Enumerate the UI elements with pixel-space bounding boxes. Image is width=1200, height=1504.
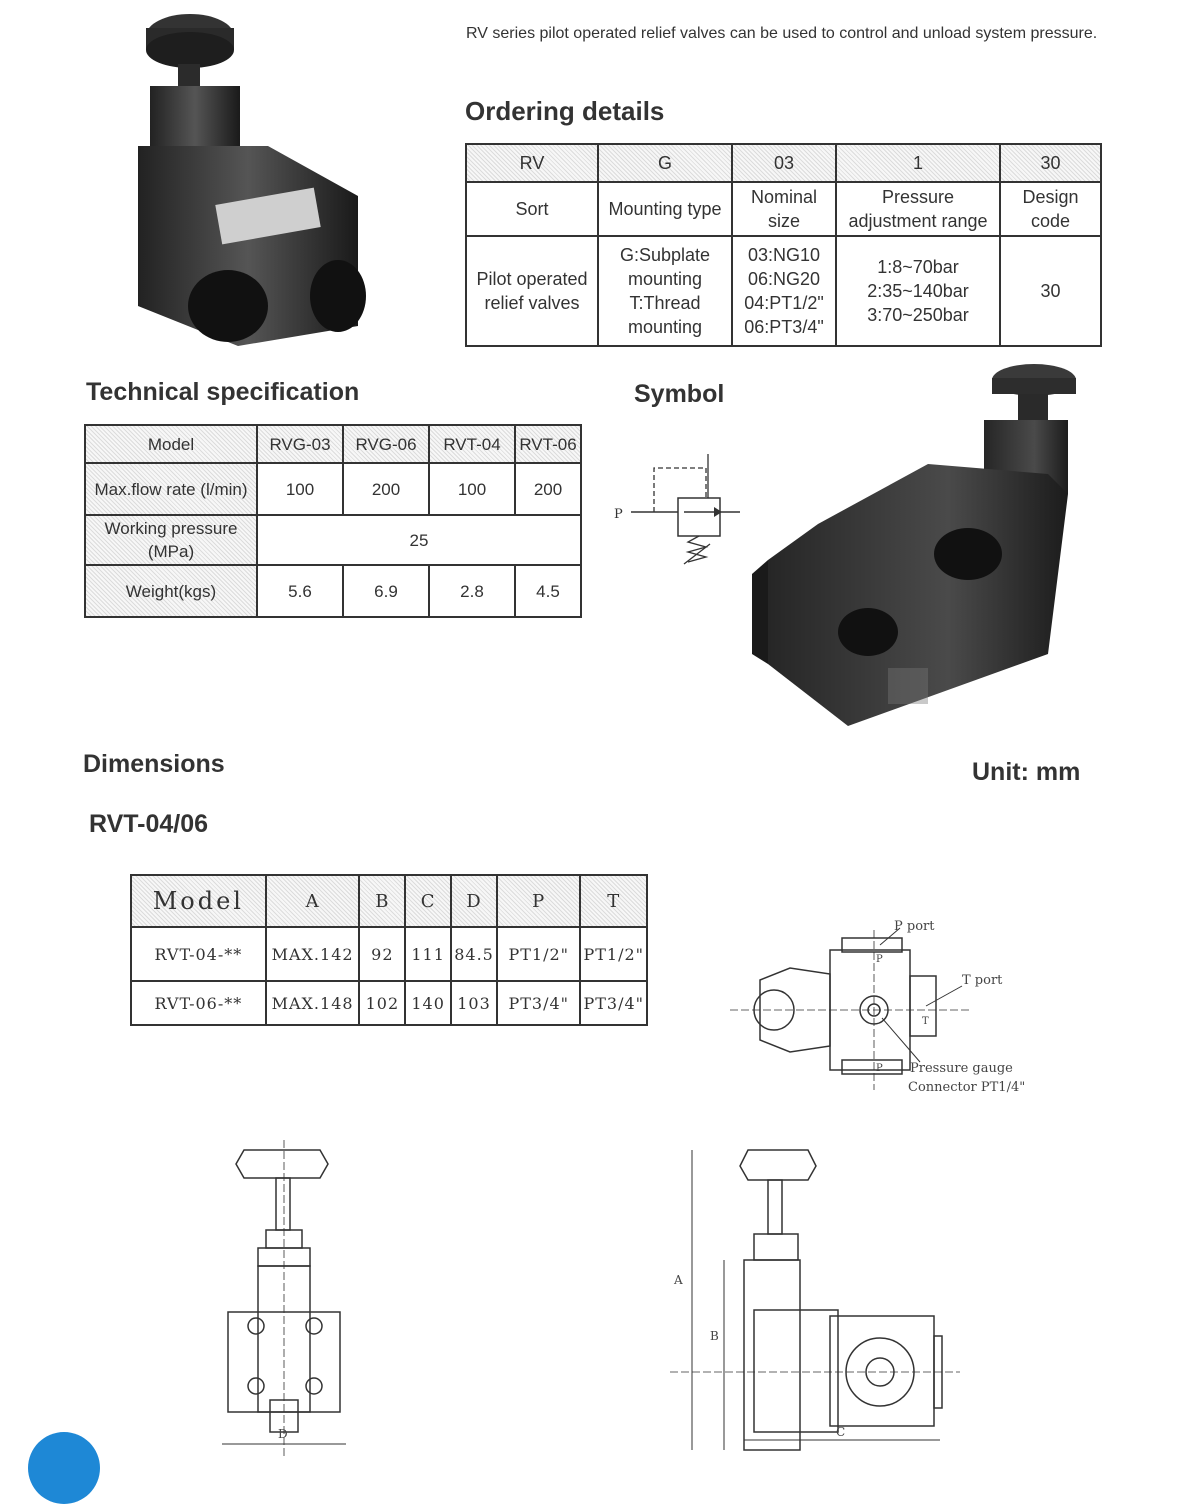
tech-flow: 200 [515, 463, 581, 515]
code-size: 03 [732, 144, 836, 182]
dims-header: P [497, 875, 580, 927]
tech-pressure: 25 [257, 515, 581, 565]
dim-c-label: C [836, 1425, 846, 1439]
dims-cell: RVT-04-** [131, 927, 266, 981]
dims-header: C [405, 875, 451, 927]
value-sort: Pilot operated relief valves [466, 236, 598, 346]
dims-header: D [451, 875, 497, 927]
dims-header: T [580, 875, 647, 927]
symbol-heading: Symbol [634, 380, 725, 408]
tech-weight: 2.8 [429, 565, 515, 617]
valve-photo-top [128, 6, 378, 351]
tech-flow: 100 [429, 463, 515, 515]
dim-b-label: B [710, 1329, 719, 1343]
dims-header: A [266, 875, 360, 927]
ordering-table [465, 143, 1102, 347]
value-size: 03:NG10 06:NG20 04:PT1/2" 06:PT3/4" [732, 236, 836, 346]
side-view-drawing [670, 1140, 960, 1456]
bottom-p-mark: P [876, 1063, 883, 1074]
unit-label: Unit: mm [972, 758, 1081, 786]
tech-weight: 5.6 [257, 565, 343, 617]
label-pressure: Pressure adjustment range [836, 182, 1000, 236]
t-port-label: T port [962, 973, 1003, 988]
dims-header: Model [131, 875, 266, 927]
dims-cell: MAX.142 [266, 927, 360, 981]
intro-text: RV series pilot operated relief valves can be used to control and unload system pressure. [466, 25, 1098, 42]
code-pressure: 1 [836, 144, 1000, 182]
dim-d-label: D [278, 1427, 288, 1441]
gauge-label-1: Pressure gauge [910, 1061, 1013, 1076]
symbol-p-label: P [614, 507, 623, 522]
tech-flow-label: Max.flow rate (l/min) [85, 463, 257, 515]
tech-model: RVG-03 [257, 425, 343, 463]
dimensions-heading: Dimensions [83, 750, 225, 778]
dims-cell: PT3/4" [497, 981, 580, 1025]
top-p-mark: P [876, 954, 883, 965]
code-sort: RV [466, 144, 598, 182]
dims-cell: PT3/4" [580, 981, 647, 1025]
p-port-label: P port [894, 919, 935, 934]
dims-cell: 92 [359, 927, 405, 981]
dims-cell: 140 [405, 981, 451, 1025]
dims-cell: PT1/2" [580, 927, 647, 981]
model-subtitle: RVT-04/06 [89, 810, 209, 838]
tech-flow: 200 [343, 463, 429, 515]
tech-model: RVG-06 [343, 425, 429, 463]
dims-cell: 102 [359, 981, 405, 1025]
value-pressure: 1:8~70bar 2:35~140bar 3:70~250bar [836, 236, 1000, 346]
valve-photo-right [748, 364, 1078, 730]
dims-cell: PT1/2" [497, 927, 580, 981]
tech-flow: 100 [257, 463, 343, 515]
dims-cell: 84.5 [451, 927, 497, 981]
top-view-drawing [730, 910, 1070, 1100]
label-design: Design code [1000, 182, 1101, 236]
front-view-drawing [210, 1140, 360, 1456]
dims-cell: RVT-06-** [131, 981, 266, 1025]
tech-pressure-label: Working pressure (MPa) [85, 515, 257, 565]
label-mounting: Mounting type [598, 182, 732, 236]
value-design: 30 [1000, 236, 1101, 346]
technical-table [84, 424, 582, 618]
tech-weight: 4.5 [515, 565, 581, 617]
relief-valve-symbol [606, 446, 746, 570]
value-mounting: G:Subplate mounting T:Thread mounting [598, 236, 732, 346]
ordering-heading: Ordering details [465, 96, 665, 126]
dims-header: B [359, 875, 405, 927]
tech-weight-label: Weight(kgs) [85, 565, 257, 617]
corner-logo [28, 1432, 100, 1504]
dims-cell: 103 [451, 981, 497, 1025]
gauge-label-2: Connector PT1/4" [908, 1080, 1026, 1095]
label-size: Nominal size [732, 182, 836, 236]
technical-heading: Technical specification [86, 378, 360, 406]
tech-model: RVT-04 [429, 425, 515, 463]
label-sort: Sort [466, 182, 598, 236]
t-mark: T [922, 1016, 929, 1027]
code-design: 30 [1000, 144, 1101, 182]
code-mounting: G [598, 144, 732, 182]
dim-a-label: A [674, 1273, 683, 1287]
dims-cell: MAX.148 [266, 981, 360, 1025]
tech-model-label: Model [85, 425, 257, 463]
dims-cell: 111 [405, 927, 451, 981]
tech-weight: 6.9 [343, 565, 429, 617]
dimensions-table [130, 874, 648, 1026]
tech-model: RVT-06 [515, 425, 581, 463]
